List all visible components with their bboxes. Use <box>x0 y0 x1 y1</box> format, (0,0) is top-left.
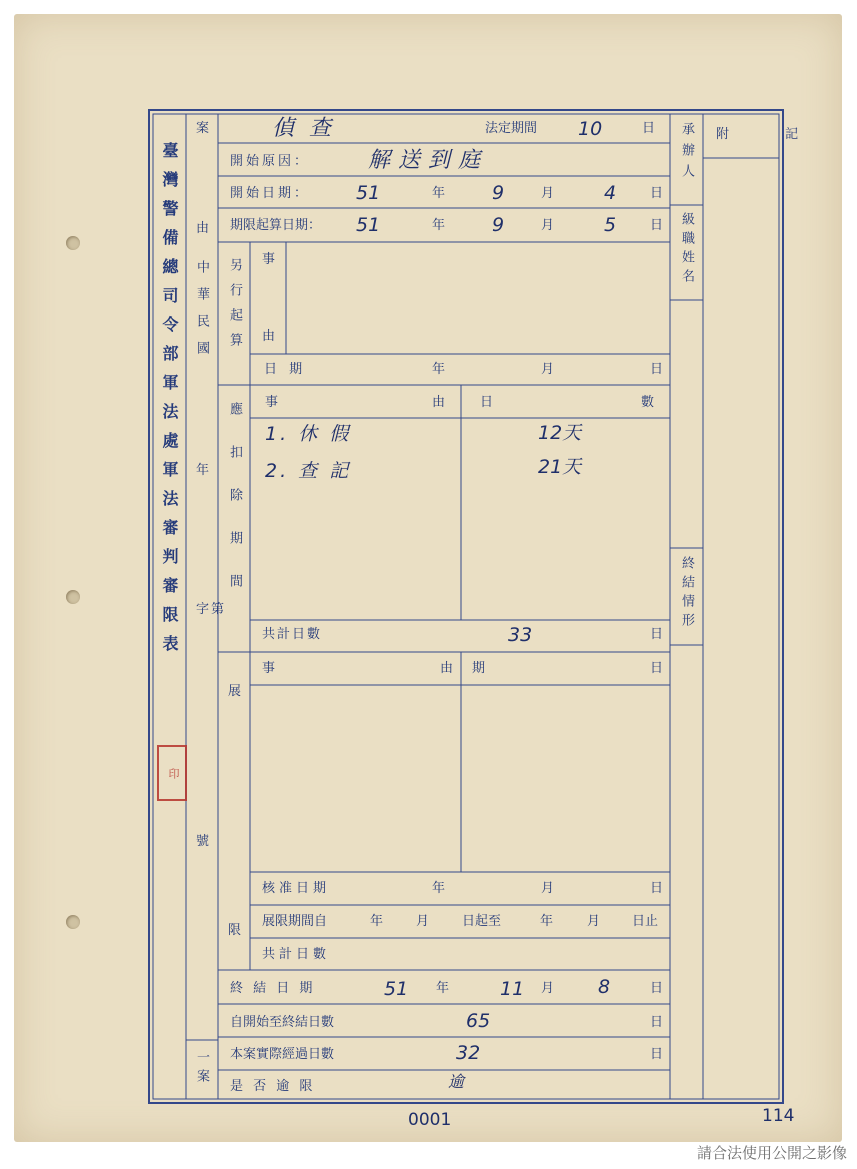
total-days-day: 日 <box>650 1015 664 1030</box>
calc-date-year-value: 51 <box>356 214 381 236</box>
extend-period-to: 日止 <box>632 914 659 929</box>
hao-label: 號 <box>196 834 210 849</box>
extend-hdr-ri: 日 <box>650 661 664 676</box>
deduct-item-days: 21天 <box>538 456 582 478</box>
end-date-day-value: 8 <box>598 976 611 998</box>
page-number: 114 <box>762 1106 795 1126</box>
extend-xian-label: 限 <box>228 923 242 938</box>
deduct-label: 應扣除期間 <box>227 402 242 617</box>
extend-period-year: 年 <box>370 914 384 929</box>
extend-period-month2: 月 <box>587 914 601 929</box>
deduct-item-days: 12天 <box>538 422 582 444</box>
start-date-month: 月 <box>541 186 555 201</box>
other-day: 日 <box>650 362 664 377</box>
deduct-hdr-shu: 數 <box>641 395 655 410</box>
year-label: 年 <box>196 463 210 478</box>
deduct-item-reason: 2. 查 記 <box>265 460 352 482</box>
end-date-year: 年 <box>436 981 450 996</box>
calc-date-year: 年 <box>432 218 446 233</box>
total-days-value: 65 <box>466 1010 491 1032</box>
extend-zhan-label: 展 <box>228 684 242 699</box>
extend-period-from: 日起至 <box>462 914 502 929</box>
actual-days-label: 本案實際經過日數 <box>230 1047 335 1062</box>
end-date-month-value: 11 <box>500 978 525 1000</box>
total-days-label: 自開始至終結日數 <box>230 1015 335 1030</box>
end-date-day: 日 <box>650 981 664 996</box>
start-reason-value: 解送到庭 <box>368 148 489 173</box>
form-title: 臺灣警備總司令部軍法處軍法審判審限表 <box>160 142 179 664</box>
calc-date-label: 期限起算日期： <box>230 218 322 233</box>
other-start-label: 另行起算 <box>227 258 242 358</box>
overdue-value: 逾 <box>448 1072 465 1091</box>
extend-period-year2: 年 <box>540 914 554 929</box>
calc-date-month: 月 <box>541 218 555 233</box>
other-month: 月 <box>541 362 555 377</box>
extend-period-month: 月 <box>416 914 430 929</box>
result-label: 終結情形 <box>679 556 694 632</box>
start-date-year-value: 51 <box>356 182 381 204</box>
legal-period-day: 日 <box>642 121 656 136</box>
calc-date-month-value: 9 <box>492 214 505 236</box>
approve-day: 日 <box>650 881 664 896</box>
extend-hdr-shi: 事 <box>262 661 276 676</box>
end-date-month: 月 <box>541 981 555 996</box>
deduct-hdr-ri: 日 <box>480 395 494 410</box>
start-date-day-value: 4 <box>604 182 617 204</box>
red-seal: 印 <box>157 745 187 801</box>
rank-name-label: 級職姓名 <box>679 212 694 288</box>
yi-an-label: 一案 <box>194 1050 209 1088</box>
start-date-year: 年 <box>432 186 446 201</box>
actual-days-value: 32 <box>456 1042 481 1064</box>
zi-di-label: 字第 <box>196 602 227 617</box>
extend-hdr-you: 由 <box>440 661 454 676</box>
notes-label: 附 記 <box>716 127 825 142</box>
other-year: 年 <box>432 362 446 377</box>
extend-hdr-qi: 期 <box>472 661 486 676</box>
deduct-total-value: 33 <box>508 624 533 646</box>
deduct-total-day: 日 <box>650 627 664 642</box>
deduct-total-label: 共計日數 <box>262 627 323 642</box>
other-you-label: 由 <box>262 329 276 344</box>
other-date-label: 日 期 <box>264 362 307 377</box>
other-shi-label: 事 <box>262 252 276 267</box>
actual-days-day: 日 <box>650 1047 664 1062</box>
calc-date-day-value: 5 <box>604 214 617 236</box>
deduct-hdr-shi: 事 <box>265 395 279 410</box>
watermark-note: 請合法使用公開之影像 <box>696 1144 847 1162</box>
case-type-value: 偵 查 <box>272 116 335 141</box>
end-date-label: 終 結 日 期 <box>230 981 316 996</box>
deduct-item-reason: 1. 休 假 <box>265 423 352 445</box>
start-date-label: 開始日期： <box>230 186 311 201</box>
approve-year: 年 <box>432 881 446 896</box>
start-reason-label: 開始原因： <box>230 154 311 169</box>
extend-period-label: 展限期間自 <box>262 914 328 929</box>
roc-label: 中華民國 <box>194 260 209 368</box>
end-date-year-value: 51 <box>384 978 409 1000</box>
start-date-month-value: 9 <box>492 182 505 204</box>
extend-total-label: 共計日數 <box>262 947 331 962</box>
legal-period-value: 10 <box>578 118 603 140</box>
handler-label: 承辦人 <box>679 122 694 185</box>
serial-number: 0001 <box>408 1110 452 1130</box>
approve-month: 月 <box>541 881 555 896</box>
deduct-hdr-you: 由 <box>432 395 446 410</box>
calc-date-day: 日 <box>650 218 664 233</box>
overdue-label: 是 否 逾 限 <box>230 1079 316 1094</box>
start-date-day: 日 <box>650 186 664 201</box>
case-label: 案 <box>196 121 210 136</box>
legal-period-label: 法定期間 <box>485 121 538 136</box>
reason-label: 由 <box>196 221 210 236</box>
approve-date-label: 核准日期 <box>262 881 331 896</box>
